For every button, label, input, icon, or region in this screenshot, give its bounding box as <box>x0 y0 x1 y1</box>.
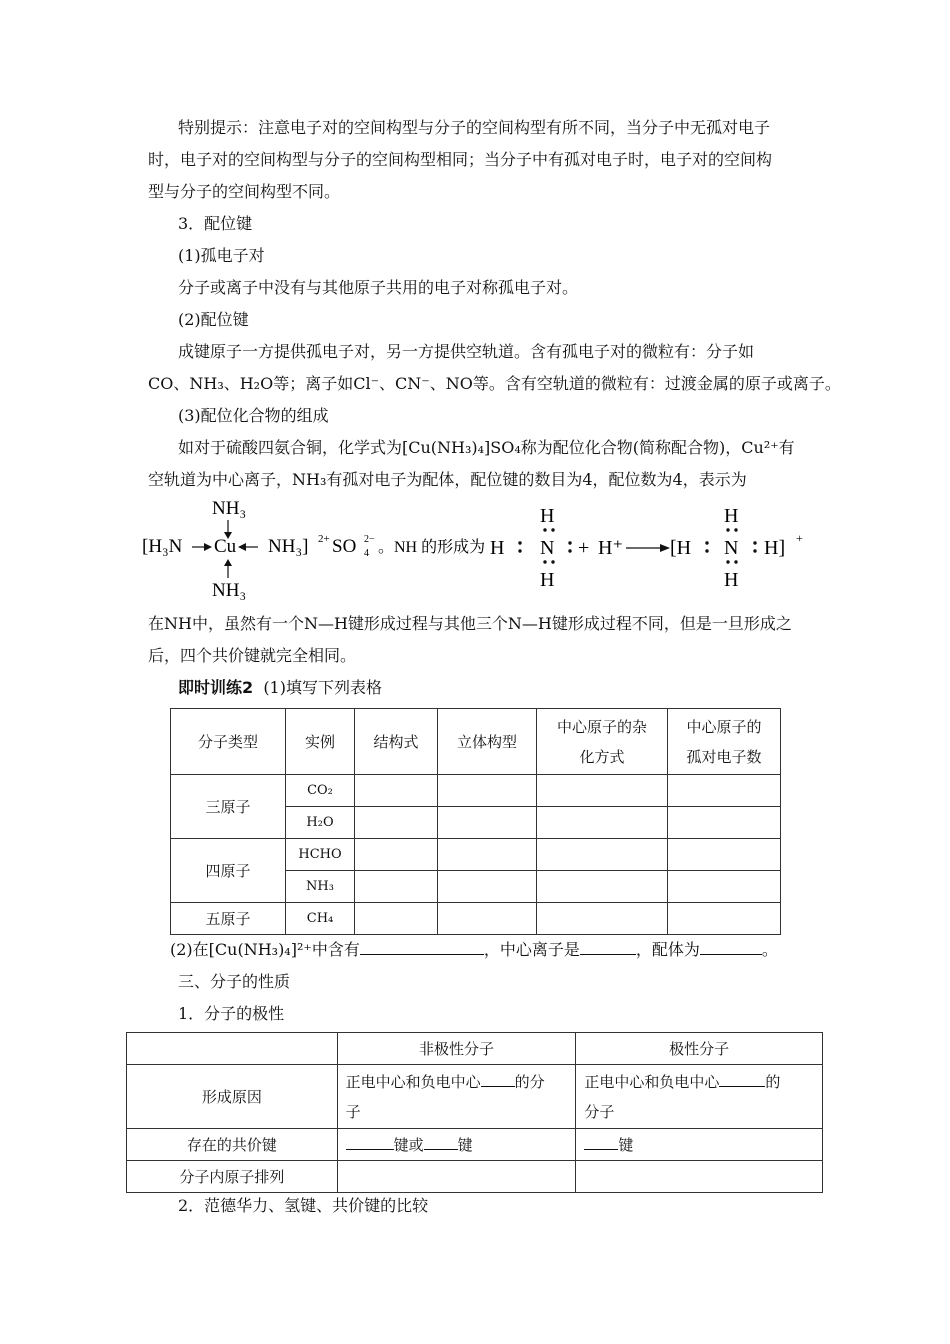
n-atom: N <box>540 537 555 559</box>
exercise-label: 即时训练2 <box>178 678 254 697</box>
charge: 2+ <box>318 533 330 545</box>
coordination-formula <box>140 494 820 604</box>
answer-cell: 正电中心和负电中心 的 分子 <box>576 1065 823 1129</box>
row-label: 形成原因 <box>127 1065 338 1129</box>
answer-cell[interactable] <box>355 807 438 839</box>
sulfate: SO <box>332 536 357 557</box>
answer-cell[interactable] <box>537 903 668 935</box>
answer-blank[interactable] <box>360 938 484 955</box>
answer-blank[interactable] <box>580 938 636 955</box>
header-cell: 立体构型 <box>438 709 537 775</box>
h3n-ligand: [H₃N <box>142 536 183 557</box>
group-cell: 五原子 <box>171 903 286 935</box>
ammonium-open: [H <box>670 537 692 559</box>
h-atom-top: H <box>724 505 739 527</box>
h-atom-bottom: H <box>540 569 555 591</box>
h-atom-bottom: H <box>724 569 739 591</box>
answer-blank[interactable] <box>481 1070 515 1087</box>
row-label: 存在的共价键 <box>127 1129 338 1161</box>
ammonium-charge: + <box>796 531 803 545</box>
row-label: 分子内原子排列 <box>127 1161 338 1193</box>
answer-cell[interactable] <box>576 1161 823 1193</box>
exercise-title <box>148 674 838 702</box>
paragraph: 分子或离子中没有与其他原子共用的电子对称孤电子对。 <box>178 278 579 297</box>
subheading: (2)配位键 <box>178 310 249 329</box>
header-cell: 极性分子 <box>576 1033 823 1065</box>
example-cell: HCHO <box>286 839 355 871</box>
answer-cell[interactable] <box>537 839 668 871</box>
example-cell: NH₃ <box>286 871 355 903</box>
header-cell: 中心原子的 孤对电子数 <box>668 709 781 775</box>
ammonium-close: H] <box>764 537 786 559</box>
answer-blank[interactable] <box>346 1133 394 1150</box>
answer-cell[interactable] <box>355 871 438 903</box>
paragraph: 后，四个共价键就完全相同。 <box>148 646 357 665</box>
tip-line-1: 特别提示：注意电子对的空间构型与分子的空间构型有所不同，当分子中无孤对电子 <box>178 118 771 137</box>
answer-cell[interactable] <box>355 775 438 807</box>
example-cell: CH₄ <box>286 903 355 935</box>
section-heading: 3．配位键 <box>178 214 253 233</box>
h-atom: H <box>490 537 505 559</box>
answer-cell[interactable] <box>438 903 537 935</box>
tip-line-3: 型与分子的空间构型不同。 <box>148 182 341 201</box>
subheading: (3)配位化合物的组成 <box>178 406 329 425</box>
paragraph: 成键原子一方提供孤电子对，另一方提供空轨道。含有孤电子对的微粒有：分子如 <box>178 342 755 361</box>
header-cell: 结构式 <box>355 709 438 775</box>
tip-line-2: 时，电子对的空间构型与分子的空间构型相同；当分子中有孤对电子时，电子对的空间构 <box>148 150 773 169</box>
answer-cell[interactable] <box>668 807 781 839</box>
group-cell: 四原子 <box>171 839 286 903</box>
question-2: (2)在[Cu(NH₃)₄]²⁺中含有 ，中心离子是 ，配体为 。 <box>170 940 778 959</box>
sulfate-count: 4 <box>364 548 369 559</box>
h-atom-top: H <box>540 505 555 527</box>
answer-blank[interactable] <box>584 1133 618 1150</box>
polarity-table <box>126 1032 823 1193</box>
header-cell: 分子类型 <box>171 709 286 775</box>
section-heading: 三、分子的性质 <box>178 972 291 991</box>
answer-cell[interactable] <box>668 775 781 807</box>
header-cell: 非极性分子 <box>337 1033 576 1065</box>
nh3-bottom: NH₃ <box>212 580 247 601</box>
paragraph: 在NH中，虽然有一个N—H键形成过程与其他三个N—H键形成过程不同，但是一旦形成之 <box>148 614 792 633</box>
answer-cell[interactable] <box>537 807 668 839</box>
answer-cell[interactable] <box>355 839 438 871</box>
answer-cell[interactable] <box>537 871 668 903</box>
exercise-instruction: (1)填写下列表格 <box>263 678 382 697</box>
answer-cell[interactable] <box>355 903 438 935</box>
answer-blank[interactable] <box>719 1070 765 1087</box>
nh-formation-text: 。NH 的形成为 <box>378 539 486 556</box>
answer-cell[interactable] <box>438 839 537 871</box>
nh3-right: NH₃] <box>268 536 309 557</box>
cu-center: Cu <box>214 536 237 557</box>
answer-blank[interactable] <box>700 938 762 955</box>
answer-cell: 键或 键 <box>337 1129 576 1161</box>
answer-cell[interactable] <box>668 871 781 903</box>
subheading: 2．范德华力、氢键、共价键的比较 <box>178 1196 429 1215</box>
plus-sign: + <box>578 537 590 559</box>
answer-cell: 正电中心和负电中心 的分 子 <box>337 1065 576 1129</box>
hybridization-table <box>170 708 781 935</box>
paragraph: 如对于硫酸四氨合铜，化学式为[Cu(NH₃)₄]SO₄称为配位化合物(简称配合物)，Cu²⁺有 <box>178 438 795 457</box>
header-cell: 中心原子的杂 化方式 <box>537 709 668 775</box>
answer-cell: 键 <box>576 1129 823 1161</box>
answer-cell[interactable] <box>438 807 537 839</box>
answer-blank[interactable] <box>424 1133 458 1150</box>
example-cell: H₂O <box>286 807 355 839</box>
answer-cell[interactable] <box>337 1161 576 1193</box>
proton: H⁺ <box>598 537 623 559</box>
sulfate-charge: 2− <box>364 534 375 545</box>
header-cell: 实例 <box>286 709 355 775</box>
paragraph: CO、NH₃、H₂O等；离子如Cl⁻、CN⁻、NO等。含有空轨道的微粒有：过渡金属的原子或离子。 <box>148 374 841 393</box>
n-atom: N <box>724 537 739 559</box>
answer-cell[interactable] <box>438 775 537 807</box>
subheading: (1)孤电子对 <box>178 246 265 265</box>
answer-cell[interactable] <box>537 775 668 807</box>
nh3-top: NH₃ <box>212 498 247 519</box>
answer-cell[interactable] <box>668 839 781 871</box>
subheading: 1．分子的极性 <box>178 1004 285 1023</box>
group-cell: 三原子 <box>171 775 286 839</box>
answer-cell[interactable] <box>438 871 537 903</box>
paragraph: 空轨道为中心离子，NH₃有孤对电子为配体，配位键的数目为4，配位数为4，表示为 <box>148 470 747 489</box>
answer-cell[interactable] <box>668 903 781 935</box>
example-cell: CO₂ <box>286 775 355 807</box>
